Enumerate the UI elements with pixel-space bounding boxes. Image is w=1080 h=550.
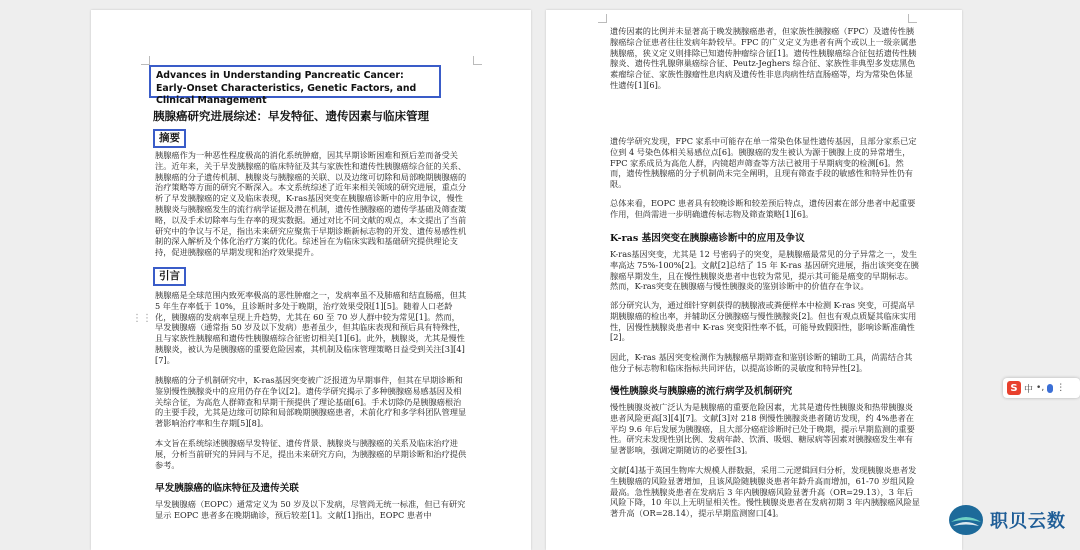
abstract-paragraph: 胰腺癌作为一种恶性程度极高的消化系统肿瘤，因其早期诊断困难和预后差而备受关注。近年来，关于早发胰腺癌的临床特征及其与家族性和遗传性胰腺癌综合征的关系、胰腺癌的分子遗传机制、胰腺炎与胰腺癌的关联、以及边缘可切除和局部晚期胰腺癌的治疗策略等方面的研究不断深入。本文系统综述了近年来相关领域的研究进展，重点分析了早发胰腺癌的定义及临床表现，K-ras基因突变在胰腺癌诊断中的应用争议，慢性胰腺炎与胰腺癌发生的流行病学证据及潜在机制，遗传性胰腺癌的遗传学基础及筛查策略，以及手术切除率与生存率的现实数据。通过对比不同文献的观点，本文提出了当前研究中的争议与不足，指出未来研究应聚焦于早期诊断新标志物的开发、遗传易感性机制的深入解析及个体化治疗方案的优化。综述旨在为临床实践和基础研究提供理论支持，促进胰腺癌的早期发现和治疗效果提升。 (155, 150, 467, 258)
section-heading-kras: K-ras 基因突变在胰腺癌诊断中的应用及争议 (610, 233, 805, 244)
section-paragraph: 早发胰腺癌（EOPC）通常定义为 50 岁及以下发病，尽管尚无统一标准，但已有研究显示 EOPC 患者多在晚期确诊，预后较差[1]。文献[1]指出，EOPC 患者中 (155, 499, 466, 520)
paragraph: 遗传因素的比例并未显著高于晚发胰腺癌患者，但家族性胰腺癌（FPC）及遗传性胰腺癌综合征患者往往发病年龄较早。FPC 的广义定义为患者有两个或以上一级亲属患胰腺癌，狭义定义则排除已知遗传肿瘤综合征[1]。遗传性胰腺癌综合征包括遗传性胰腺炎、遗传性乳腺卵巢癌综合征、Peutz-Jeghers 综合征、家族性非典型多发痣黑色素瘤综合征、家族性腺瘤性息肉病及遗传性非息肉病性结直肠癌等，均为常染色体显性遗传[1][6]。 (610, 26, 917, 90)
ime-language-toggle[interactable]: 中 (1024, 384, 1034, 395)
paragraph: 慢性胰腺炎被广泛认为是胰腺癌的重要危险因素，尤其是遗传性胰腺炎和热带胰腺炎患者风险更高[3][4][7]。文献[3]对 218 例慢性胰腺炎患者随访发现，约 4%患者在平均 9.6 年后发展为胰腺癌，且大部分癌症诊断时已处于晚期，提示早期监测的重要性。研究未发现性别比例、发病年龄、饮酒、吸烟、糖尿病等因素对胰腺癌发生率有显著影响，强调定期随访的必要性[3]。 (610, 402, 915, 456)
paragraph: 遗传学研究发现，FPC 家系中可能存在单一常染色体显性遗传基因，且部分家系已定位到 4 号染色体相关易感位点[6]。胰腺癌的发生被认为源于胰腺上皮的异常增生，FPC 家系成员为高危人群，内镜超声筛查等方法已被用于早期病变的检测[6]。然而，遗传性胰腺癌的分子机制尚未完全阐明，且现有筛查手段的敏感性和特异性仍有限。 (610, 136, 917, 190)
paragraph: 总体来看，EOPC 患者具有较晚诊断和较差预后特点，遗传因素在部分患者中起重要作用，但尚需进一步明确遗传标志物及筛查策略[1][6]。 (610, 198, 916, 219)
watermark-text: 职贝云数 (990, 511, 1066, 532)
document-page-right (546, 10, 962, 550)
section-heading-early-onset: 早发胰腺癌的临床特征及遗传关联 (155, 483, 299, 494)
more-icon[interactable]: ⋮ (1056, 383, 1066, 393)
microphone-icon[interactable] (1047, 384, 1053, 393)
section-heading-pancreatitis: 慢性胰腺炎与胰腺癌的流行病学及机制研究 (610, 386, 793, 397)
paragraph: 部分研究认为，通过细针穿刺获得的胰腺液或粪便样本中检测 K-ras 突变，可提高早期胰腺癌的检出率，并辅助区分胰腺癌与慢性胰腺炎[2]。但也有观点质疑其临床实用性，因慢性胰腺炎患者中 K-ras 突变阳性率不低，可能导致假阳性，影响诊断准确性[2]。 (610, 300, 917, 343)
chinese-title: 胰腺癌研究进展综述：早发特征、遗传因素与临床管理 (153, 109, 429, 123)
intro-paragraph-3: 本文旨在系统综述胰腺癌早发特征、遗传背景、胰腺炎与胰腺癌的关系及临床治疗进展，分析当前研究的异同与不足，提出未来研究方向，为胰腺癌的早期诊断和治疗提供参考。 (155, 438, 467, 470)
watermark (948, 504, 1066, 536)
ime-punctuation-toggle[interactable]: •, (1036, 383, 1045, 393)
sogou-logo-icon[interactable]: S (1007, 381, 1021, 395)
title-highlight-box (149, 65, 441, 106)
intro-heading: 引言 (153, 267, 186, 286)
intro-paragraph-1: 胰腺癌是全球范围内致死率极高的恶性肿瘤之一，发病率虽不及肺癌和结直肠癌，但其 5 年生存率低于 10%，且诊断时多处于晚期，治疗效果受限[1][5]。随着人口老龄化，胰腺癌的发病率呈现上升趋势，尤其在 60 至 70 岁人群中较为常见[1]。然而，早发胰腺癌（通常指 50 岁及以下发病）患者虽少，但其临床表现和预后具有特殊性，且与家族性胰腺癌和遗传性胰腺癌综合征密切相关[1][6]。此外，胰腺炎，尤其是慢性胰腺炎，被认为是胰腺癌的重要危险因素，其机制及临床管理策略日益受到关注[3][4][7]。 (155, 290, 467, 365)
paragraph: K-ras基因突变，尤其是 12 号密码子的突变，是胰腺癌最常见的分子异常之一，发生率高达 75%-100%[2]。文献[2]总结了 15 年 K-ras 基因研究进展，指出该突变在胰腺癌早期发生，且在慢性胰腺炎患者中也较为常见，提示其可能是癌变的早期标志。然而，K-ras突变在胰腺癌与慢性胰腺炎的鉴别诊断中的价值存在争议。 (610, 249, 919, 292)
document-page-left (91, 10, 531, 550)
input-method-toolbar[interactable] (1003, 378, 1080, 398)
paragraph: 文献[4]基于英国生物库大规模人群数据，采用二元逻辑回归分析，发现胰腺炎患者发生胰腺癌的风险显著增加，且该风险随胰腺炎患者年龄升高而增加，61-70 岁组风险最高。急性胰腺炎患者在发病后 3 年内胰腺癌风险显著升高（OR=29.13），3 年后风险下降，10 年以上无明显相关性。慢性胰腺炎患者在发病初期 3 年内胰腺癌风险显著升高（OR=28.14），提示早期监测窗口[4]。 (610, 465, 920, 519)
margin-mark (473, 56, 482, 65)
intro-paragraph-2: 胰腺癌的分子机制研究中，K-ras基因突变被广泛报道为早期事件，但其在早期诊断和鉴别慢性胰腺炎中的应用仍存在争议[2]。遗传学研究揭示了多种胰腺癌易感基因及相关综合征，为高危人群筛查和早期干预提供了理论基础[6]。手术切除仍是胰腺癌根治的主要手段，尤其是边缘可切除和局部晚期胰腺癌患者，术前化疗和多学科团队管理显著影响治疗率和生存期[5][8]。 (155, 375, 467, 429)
drag-handle-icon[interactable]: ⋮⋮ (132, 313, 152, 324)
margin-mark (908, 14, 917, 23)
abstract-heading: 摘要 (153, 129, 186, 148)
paragraph: 因此，K-ras 基因突变检测作为胰腺癌早期筛查和鉴别诊断的辅助工具，尚需结合其他分子标志物和临床指标共同评估，以提高诊断的灵敏度和特异性[2]。 (610, 352, 913, 373)
margin-mark (598, 14, 607, 23)
english-title: Advances in Understanding Pancreatic Cancer: Early-Onset Characteristics, Genetic Factors, and Clinical Management (156, 70, 417, 106)
margin-mark (141, 56, 150, 65)
watermark-logo-icon (948, 504, 984, 536)
